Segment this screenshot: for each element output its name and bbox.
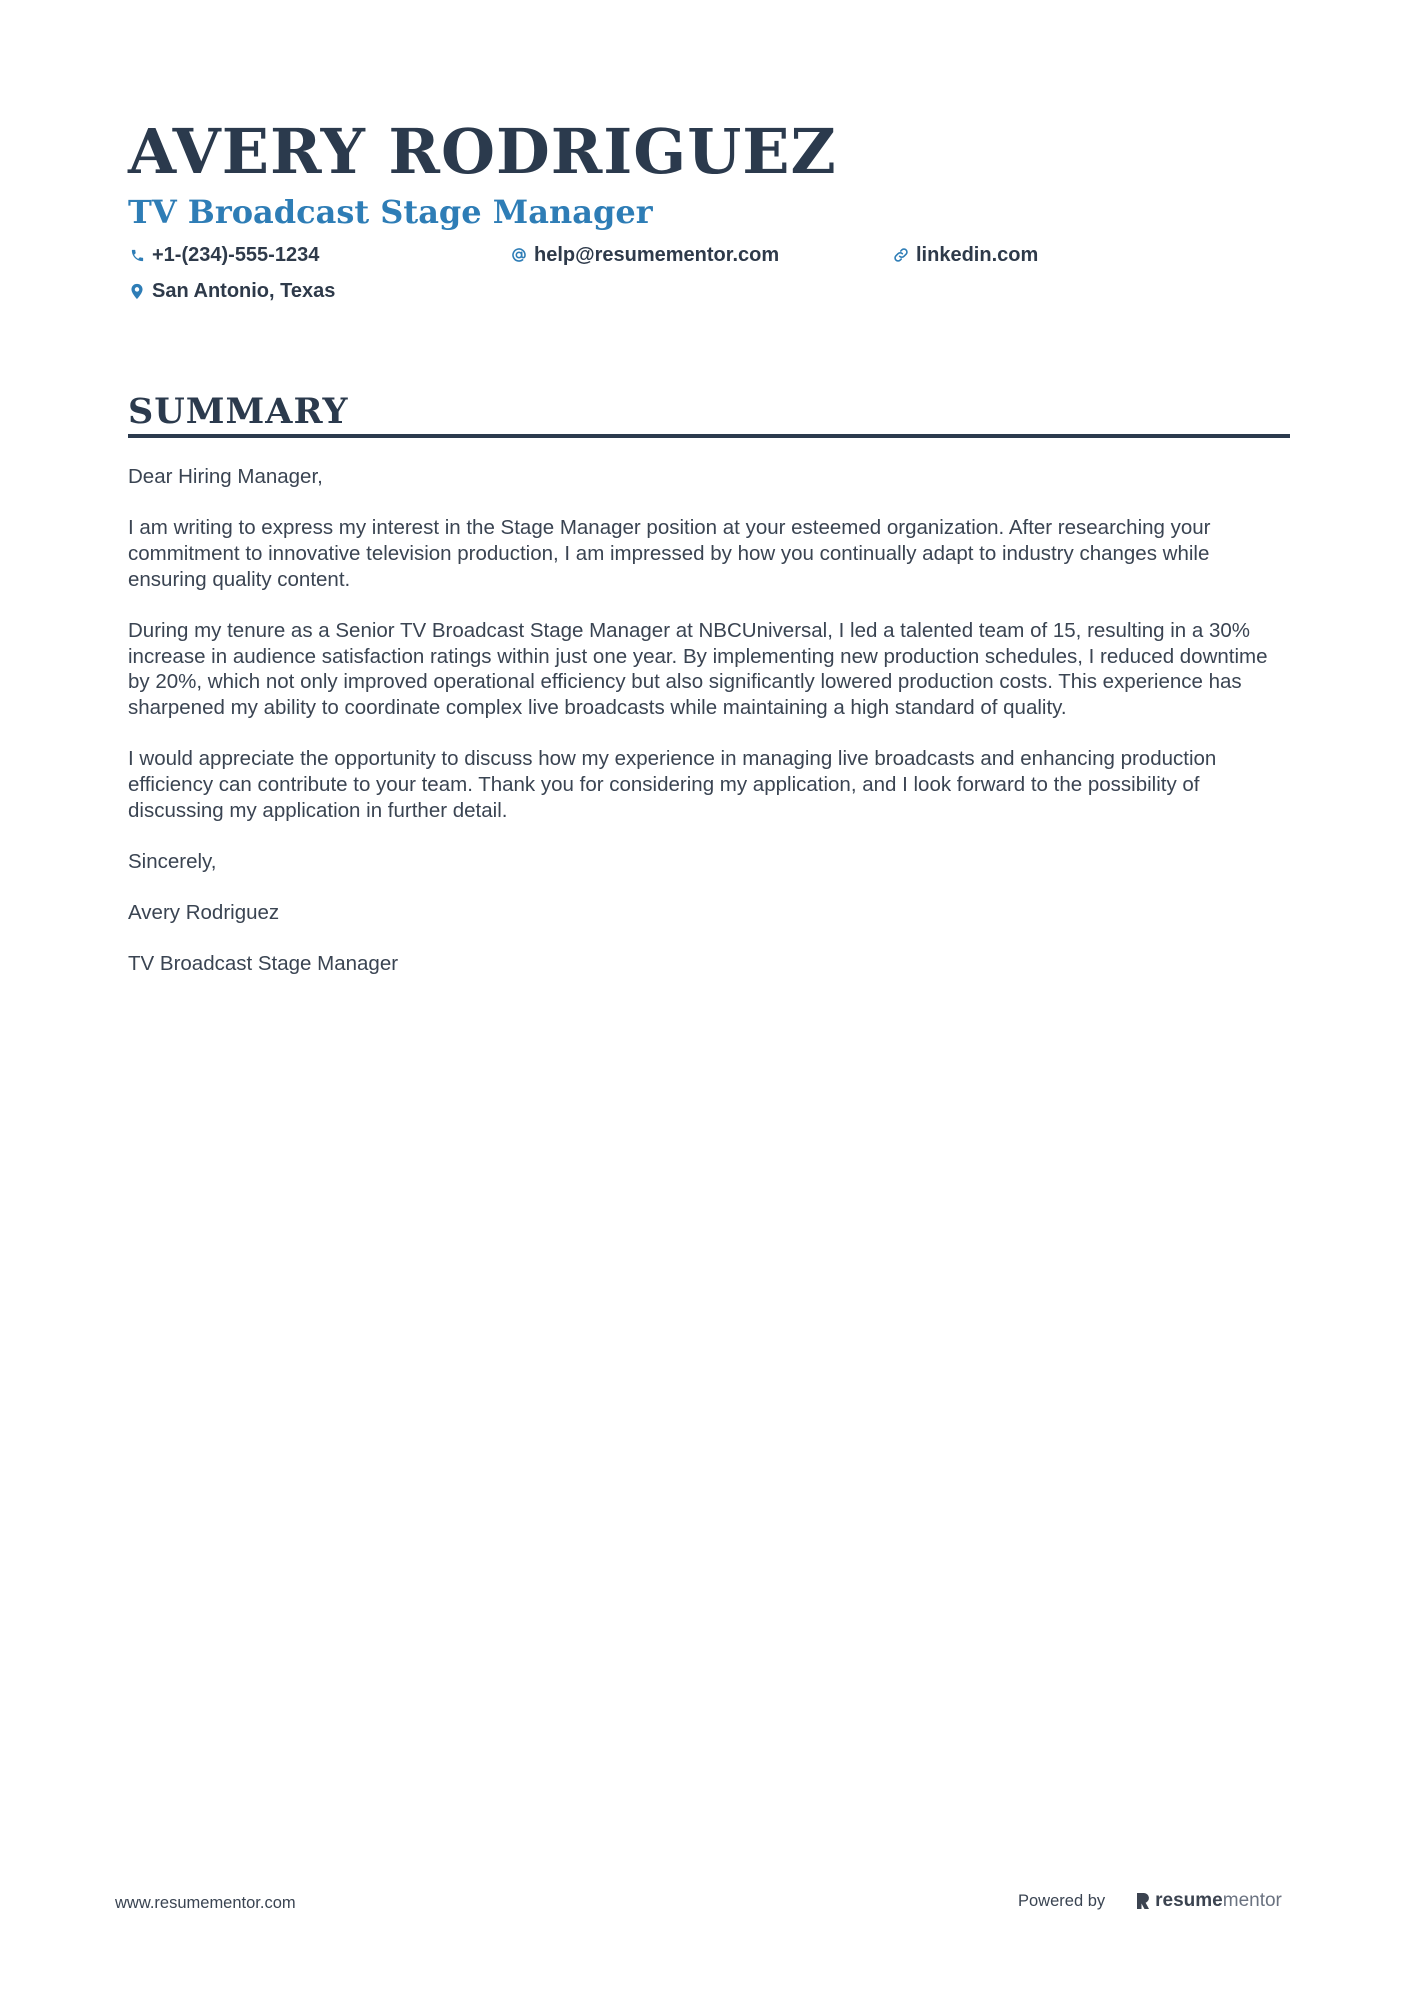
brand-logo[interactable]	[1135, 1890, 1282, 1912]
contact-phone	[128, 242, 319, 268]
section-heading: SUMMARY	[128, 391, 349, 432]
phone-number: +1-(234)-555-1234	[152, 244, 320, 266]
signature-name: Avery Rodriguez	[128, 900, 280, 924]
job-title: TV Broadcast Stage Manager	[128, 193, 653, 231]
location-text: San Antonio, Texas	[152, 280, 336, 302]
candidate-name: AVERY RODRIGUEZ	[128, 115, 837, 188]
signature-title: TV Broadcast Stage Manager	[128, 952, 399, 976]
contact-linkedin	[892, 242, 1038, 268]
powered-by-label: Powered by	[1018, 1891, 1106, 1910]
letter-paragraph: I am writing to express my interest in the Stage Manager position at your esteemed organization. After researching your commitment to innovative television production, I am impressed by how you continually adapt to industry changes while ensuring quality content.	[128, 516, 1211, 591]
contact-location	[128, 278, 335, 304]
header	[128, 112, 1288, 312]
closing: Sincerely,	[128, 849, 217, 873]
section-divider	[128, 434, 1290, 438]
footer-branding	[1018, 1890, 1282, 1912]
email-address[interactable]: help@resumementor.com	[534, 244, 780, 266]
at-sign-icon	[510, 246, 528, 264]
summary-section	[128, 390, 1290, 1002]
contact-info	[128, 242, 1288, 312]
link-icon	[892, 246, 910, 264]
footer-website[interactable]: www.resumementor.com	[115, 1894, 296, 1912]
resumementor-logo-icon	[1135, 1891, 1151, 1911]
brand-name-light: mentor	[1222, 1890, 1282, 1911]
salutation: Dear Hiring Manager,	[128, 465, 323, 488]
map-pin-icon	[128, 282, 146, 300]
letter-paragraph: During my tenure as a Senior TV Broadcast Stage Manager at NBCUniversal, I led a talented team of 15, resulting in a 30% increase in audience satisfaction ratings within just one year. By implementing new production schedules, I reduced downtime by 20%, which not only improved operational efficiency but also significantly lowered production costs. This experience has sharpened my ability to coordinate complex live broadcasts while maintaining a high standard of quality.	[128, 618, 1268, 719]
brand-name-bold: resume	[1155, 1890, 1223, 1911]
phone-icon	[128, 246, 146, 264]
contact-email	[510, 242, 779, 268]
cover-letter-body	[128, 464, 1290, 977]
letter-paragraph: I would appreciate the opportunity to discuss how my experience in managing live broadcasts and enhancing production efficiency can contribute to your team. Thank you for considering my application, and I look forward to the possibility of discussing my application in further detail.	[128, 747, 1217, 822]
linkedin-link[interactable]: linkedin.com	[916, 244, 1039, 266]
